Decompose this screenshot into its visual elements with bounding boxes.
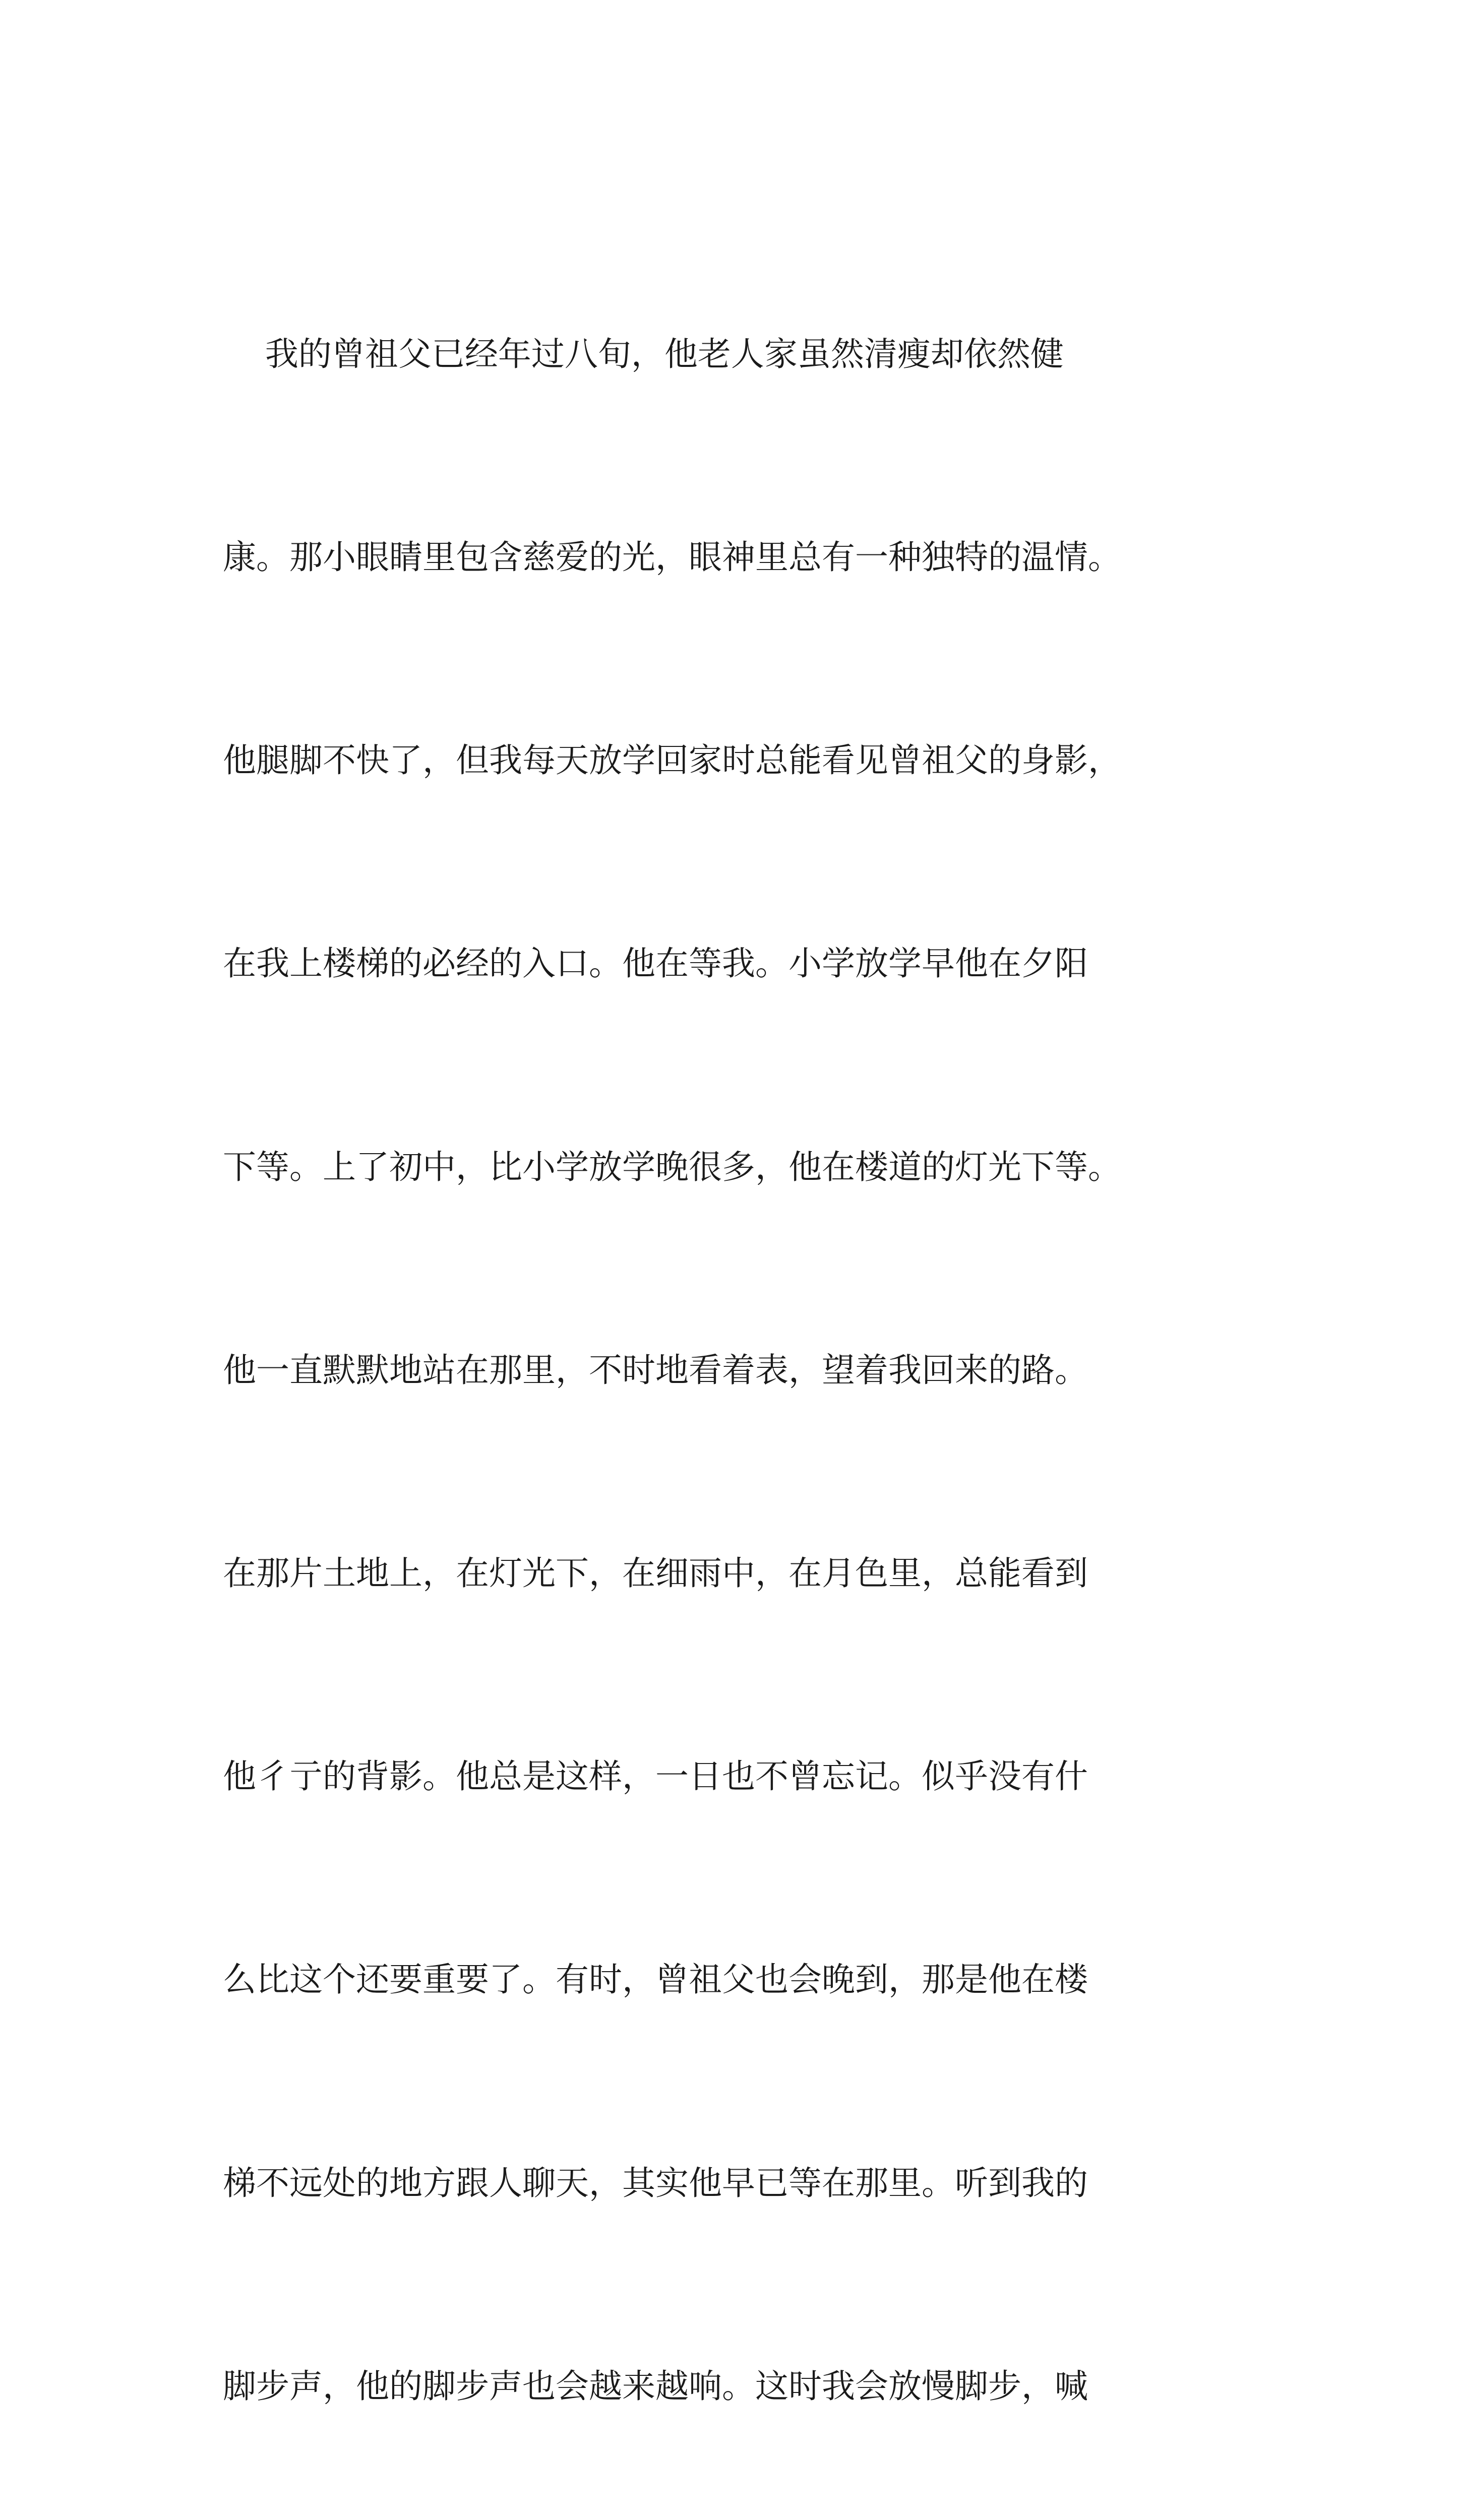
text-line: 梯不远处的地方跟人聊天，其实他早已等在那里。听到我的 bbox=[223, 2163, 1088, 2202]
text-line: 康。那小眼睛里包含慈爱的光，眼神里总有一种独特的温情。 bbox=[223, 538, 1121, 577]
text-line: 他腿脚不快了，但我每天放学回家时总能看见曾祖父的身影， bbox=[223, 741, 1121, 780]
text-line: 我的曾祖父已经年过八旬，他老人家虽然清瘦却依然健 bbox=[223, 334, 1064, 373]
text-line: 他一直默默地站在那里，不时地看着表，望着我回来的路。 bbox=[223, 1350, 1088, 1390]
text-line: 在那片土地上，在灯光下，在细雨中，在月色里，总能看到 bbox=[223, 1554, 1088, 1593]
text-line: 脚步声，他的脚步声也会越来越响。这时我会放慢脚步，喊 bbox=[223, 2366, 1088, 2406]
text-line: 他彳亍的背影。他总是这样，一日也不曾忘记。似乎没有什 bbox=[223, 1757, 1088, 1796]
document-body-text bbox=[223, 185, 1241, 2520]
text-line: 在我上楼梯的必经的入口。他在等我。小学放学早他在夕阳 bbox=[223, 944, 1088, 983]
text-line: 下等。上了初中，比小学放学晚很多，他在楼道的灯光下等。 bbox=[223, 1147, 1121, 1186]
text-line: 么比这个还要重要了。有时，曾祖父也会晚到，那是他在楼 bbox=[223, 1960, 1088, 1999]
